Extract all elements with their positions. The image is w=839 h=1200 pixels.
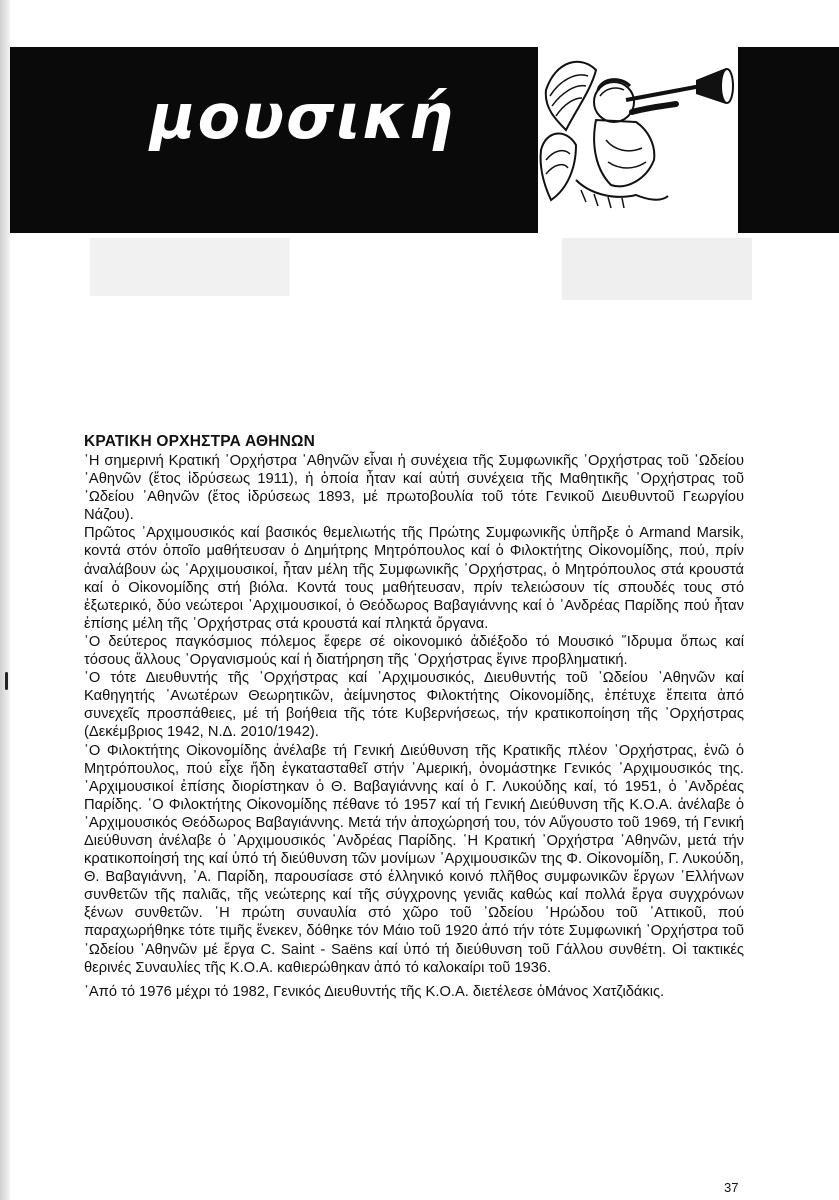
paragraph: ῾Η σημερινή Κρατική ᾿Ορχήστρα ᾿Αθηνῶν εἶναι ἡ συνέχεια τῆς Συμφωνικῆς ᾿Ορχήστρας τοῦ ᾿Ωδείου ᾿Αθηνῶν (ἔτος ἱδρύσεως 1911), ἡ ὁποία ἦταν καί αὐτή συνέχεια τῆς Μαθητικῆς ᾿Ορχήστρας τοῦ ᾿Ωδείου ᾿Αθηνῶν (ἔτος ἱδρύσεως 1893, μέ πρωτοβουλία τοῦ τότε Γενικοῦ Διευθυντοῦ Γεωργίου Νάζου). (84, 453, 744, 524)
paragraph: Πρῶτος ᾿Αρχιμουσικός καί βασικός θεμελιωτής τῆς Πρώτης Συμφωνικῆς ὑπῆρξε ὁ Armand Marsik, κοντά στόν ὁποῖο μαθήτευσαν ὁ Δημήτρης Μητρόπουλος καί ὁ Φιλοκτήτης Οἰκονομίδης, πού, πρίν ἀναλάβουν ὡς ᾿Αρχιμουσικοί, ἦταν μέλη τῆς Συμφωνικῆς ᾿Ορχήστρας, ὁ Μητρόπουλος στά κρουστά καί ὁ Οἰκονομίδης στή βιόλα. Κοντά τους μαθήτευσαν, πρίν τελειώσουν τίς σπουδές τους στό ἐξωτερικό, δύο νεώτεροι ᾿Αρχιμουσικοί, ὁ Θεόδωρος Βαβαγιάννης καί ὁ ᾿Ανδρέας Παρίδης πού ἦταν ἐπίσης μέλη τῆς ᾿Ορχήστρας στά κρουστά καί πληκτά ὄργανα. (84, 525, 744, 632)
paragraph: ῾Ο τότε Διευθυντής τῆς ᾿Ορχήστρας καί ᾿Αρχιμουσικός, Διευθυντής τοῦ ᾿Ωδείου ᾿Αθηνῶν καί Καθηγητής ᾿Ανωτέρων Θεωρητικῶν, ἀείμνηστος Φιλοκτήτης Οἰκονομίδης, ἐπέτυχε ἔπειτα ἀπό συνεχεῖς προσπάθειες, μέ τή βοήθεια τῆς τότε Κυβερνήσεως, τήν κρατικοποίηση τῆς ᾿Ορχήστρας (Δεκέμβριος 1942, Ν.Δ. 2010/1942). (84, 670, 744, 741)
trumpet-angel-illustration (536, 50, 736, 210)
page-number: 37 (724, 1180, 739, 1195)
paragraph: ᾿Από τό 1976 μέχρι τό 1982, Γενικός Διευθυντής τῆς Κ.Ο.Α. διετέλεσε ὁΜάνος Χατζιδάκις. (84, 983, 665, 1000)
section-title: μουσική (150, 80, 455, 153)
article (84, 432, 744, 1001)
margin-mark (5, 672, 8, 690)
paragraph: ῾Ο Φιλοκτήτης Οἰκονομίδης ἀνέλαβε τή Γενική Διεύθυνση τῆς Κρατικῆς πλέον ᾿Ορχήστρας, ἐνῶ ὁ Μητρόπουλος, πού εἶχε ἤδη ἐγκατασταθεῖ στήν ᾿Αμερική, ὀνομάστηκε Γενικός ᾿Αρχιμουσικός της. ᾿Αρχιμουσικοί ἐπίσης διορίστηκαν ὁ Θ. Βαβαγιάννης καί ὁ Γ. Λυκούδης καί, τό 1951, ὁ ᾿Ανδρέας Παρίδης. ῾Ο Φιλοκτήτης Οἰκονομίδης πέθανε τό 1957 καί τή Γενική Διεύθυνση τῆς Κ.Ο.Α. ἀνέλαβε ὁ ᾿Αρχιμουσικός Θεόδωρος Βαβαγιάννης. Μετά τήν ἀποχώρησή του, τόν Αὔγουστο τοῦ 1969, τή Γενική Διεύθυνση ἀνέλαβε ὁ ᾿Αρχιμουσικός ᾿Ανδρέας Παρίδης. ῾Η Κρατική ᾿Ορχήστρα ᾿Αθηνῶν, μετά τήν κρατικοποίησή της καί ὑπό τή διεύθυνση τῶν μονίμων ᾿Αρχιμουσικῶν της Φ. Οἰκονομίδη, Γ. Λυκούδη, Θ. Βαβαγιάννη, ᾿Α. Παρίδη, παρουσίασε στό ἑλληνικό κοινό πλῆθος συμφωνικῶν ἔργων ῾Ελλήνων συνθετῶν τῆς παλιᾶς, τῆς νεώτερης καί τῆς σύγχρονης γενιᾶς καθώς καί πολλά ἔργα συγχρόνων ξένων συνθετῶν. ῾Η πρώτη συναυλία στό χῶρο τοῦ ᾿Ωδείου ῾Ηρώδου τοῦ ᾿Αττικοῦ, πού παραχωρήθηκε τότε τιμῆς ἕνεκεν, δόθηκε τόν Μάιο τοῦ 1920 ἀπό τήν τότε Συμφωνική ᾿Ορχήστρα τοῦ ᾿Ωδείου ᾿Αθηνῶν μέ ἔργα C. Saint - Saëns καί ὑπό τή διεύθυνση τοῦ Γάλλου συνθέτη. Οἱ τακτικές θερινές Συναυλίες τῆς Κ.Ο.Α. καθιερώθηκαν ἀπό τό καλοκαίρι τοῦ 1936. (84, 742, 744, 976)
article-heading: ΚΡΑΤΙΚΗ ΟΡΧΗΣΤΡΑ ΑΘΗΝΩΝ (84, 433, 316, 450)
header-right-block (738, 47, 839, 233)
show-through-shadow (562, 238, 752, 300)
show-through-shadow (90, 238, 290, 296)
paragraph: ῾Ο δεύτερος παγκόσμιος πόλεμος ἔφερε σέ οἰκονομικό ἀδιέξοδο τό Μουσικό ῞Ιδρυμα ὅπως καί τόσους ἄλλους ᾿Οργανισμούς καί ἡ διατήρηση τῆς ᾿Ορχήστρας ἔγινε προβληματική. (84, 633, 744, 669)
page-edge-shadow (0, 0, 10, 1200)
